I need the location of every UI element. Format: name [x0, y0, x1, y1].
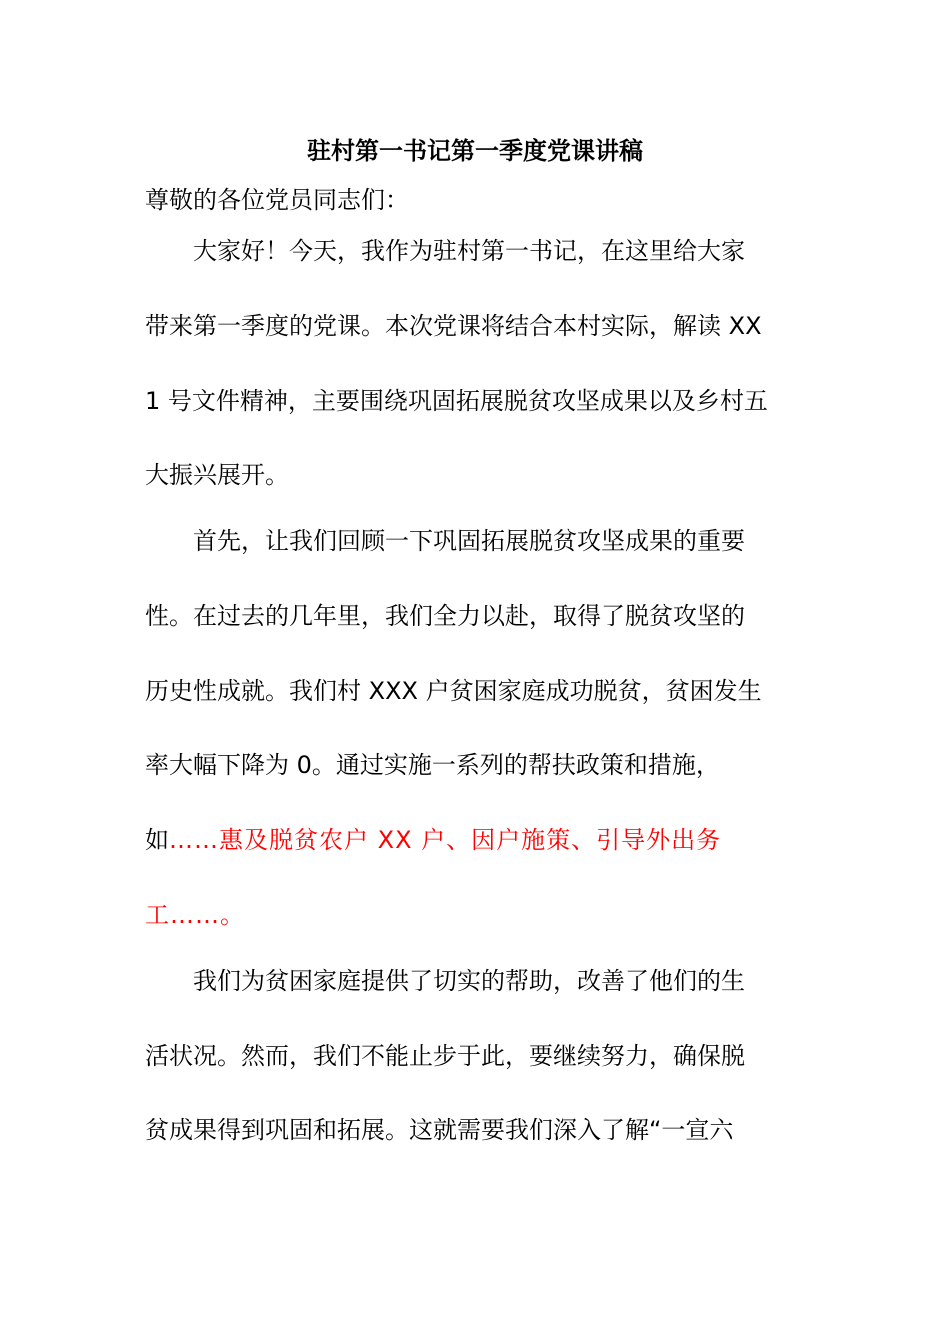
paragraph-1-line-2: 带来第一季度的党课。本次党课将结合本村实际，解读 XX	[145, 312, 762, 340]
paragraph-1-line-4: 大振兴展开。	[145, 461, 289, 489]
paragraph-3-line-2: 活状况。然而，我们不能止步于此，要继续努力，确保脱	[145, 1042, 745, 1070]
paragraph-3-line-1: 我们为贫困家庭提供了切实的帮助，改善了他们的生	[193, 967, 745, 995]
paragraph-2-line-5-prefix: 如	[145, 826, 169, 854]
paragraph-2-line-2: 性。在过去的几年里，我们全力以赴，取得了脱贫攻坚的	[145, 602, 745, 630]
paragraph-1-line-3: 1 号文件精神，主要围绕巩固拓展脱贫攻坚成果以及乡村五	[145, 387, 768, 415]
document-title: 驻村第一书记第一季度党课讲稿	[307, 137, 643, 165]
paragraph-2-line-3: 历史性成就。我们村 XXX 户贫困家庭成功脱贫，贫困发生	[145, 677, 762, 705]
paragraph-2-line-1: 首先，让我们回顾一下巩固拓展脱贫攻坚成果的重要	[193, 527, 745, 555]
highlighted-text-red: ……惠及脱贫农户 XX 户、因户施策、引导外出务	[169, 826, 722, 854]
paragraph-2-line-4: 率大幅下降为 0。通过实施一系列的帮扶政策和措施，	[145, 751, 720, 779]
paragraph-2-line-5	[145, 822, 721, 858]
paragraph-1-line-1: 大家好！今天，我作为驻村第一书记，在这里给大家	[193, 237, 745, 265]
salutation: 尊敬的各位党员同志们：	[145, 186, 409, 214]
paragraph-3-line-3: 贫成果得到巩固和拓展。这就需要我们深入了解“一宣六	[145, 1116, 734, 1144]
paragraph-2-line-6-highlighted: 工……。	[145, 901, 245, 929]
